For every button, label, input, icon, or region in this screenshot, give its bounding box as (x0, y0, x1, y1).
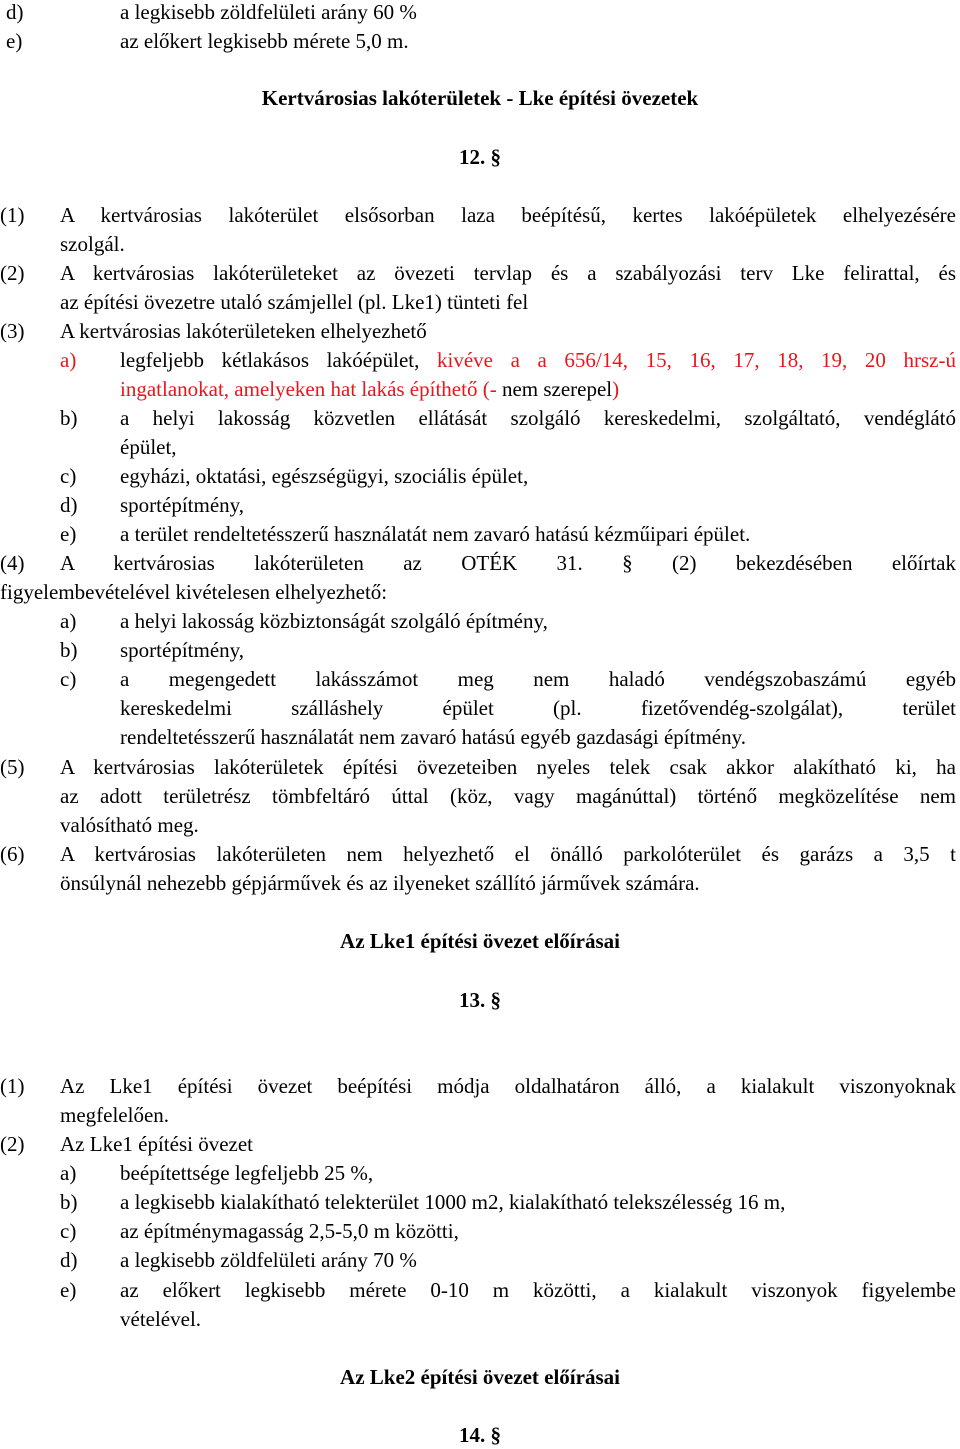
paragraph-number: 13. § (459, 988, 501, 1012)
list-marker: e) (60, 522, 77, 546)
list-marker: c) (60, 667, 77, 691)
highlighted-text: ) (612, 377, 620, 401)
list-item-text: rendeltetésszerű használatát nem zavaró hatású egyéb gazdasági építmény. (120, 725, 747, 749)
list-marker: b) (60, 1190, 78, 1214)
list-item-text-black: legfeljebb kétlakásos lakóépület, (120, 348, 420, 372)
paragraph-number: 12. § (459, 145, 501, 169)
list-marker: b) (60, 406, 78, 430)
list-item-text: sportépítmény, (120, 493, 245, 517)
list-marker: d) (60, 493, 78, 517)
list-item-text: a legkisebb zöldfelületi arány 70 % (120, 1248, 417, 1272)
list-marker: d) (6, 0, 24, 24)
list-marker: d) (60, 1248, 78, 1272)
section-heading: Kertvárosias lakóterületek - Lke építési övezetek (261, 86, 699, 110)
paragraph-line: A kertvárosias lakóterületen nem helyezhető el önálló parkolóterület és garázs a 3,5 t (60, 842, 956, 866)
paragraph-line: megfelelően. (60, 1103, 170, 1127)
paragraph-line: Az Lke1 építési övezet beépítési módja oldalhatáron álló, a kialakult viszonyoknak (60, 1074, 956, 1098)
paragraph-marker: (2) (0, 1132, 25, 1156)
paragraph-line: A kertvárosias lakóterületeken elhelyezhető (60, 319, 427, 343)
list-item-text: az építménymagasság 2,5-5,0 m közötti, (120, 1219, 459, 1243)
list-marker: a) (60, 609, 77, 633)
paragraph-line: Az Lke1 építési övezet (60, 1132, 253, 1156)
paragraph-line: az építési övezetre utaló számjellel (pl. Lke1) tünteti fel (60, 290, 529, 314)
list-marker: c) (60, 464, 77, 488)
list-item-text: a legkisebb kialakítható telekterület 1000 m2, kialakítható telekszélesség 16 m, (120, 1190, 786, 1214)
paragraph-marker: (5) (0, 755, 25, 779)
list-item-text: az előkert legkisebb mérete 5,0 m. (120, 29, 409, 53)
paragraph-marker: (1) (0, 203, 25, 227)
highlighted-text: kivéve a a 656/14, 15, 16, 17, 18, 19, 20 hrsz-ú (419, 348, 956, 372)
list-item-text: az előkert legkisebb mérete 0-10 m közötti, a kialakult viszonyok figyelembe (120, 1278, 956, 1302)
paragraph-marker: (2) (0, 261, 25, 285)
list-item-text: épület, (120, 435, 177, 459)
list-marker: e) (60, 1278, 77, 1302)
paragraph-line: szolgál. (60, 232, 125, 256)
list-item-text (120, 377, 619, 401)
list-item-text: a terület rendeltetésszerű használatát nem zavaró hatású kézműipari épület. (120, 522, 751, 546)
section-heading: Az Lke2 építési övezet előírásai (340, 1365, 620, 1389)
list-marker: e) (6, 29, 23, 53)
list-item-text-black: nem szerepel (496, 377, 613, 401)
paragraph-line: valósítható meg. (60, 813, 199, 837)
list-item-text: vételével. (120, 1307, 202, 1331)
list-item-text: a helyi lakosság közvetlen ellátását szolgáló kereskedelmi, szolgáltató, vendéglátó (120, 406, 956, 430)
paragraph-marker: (3) (0, 319, 25, 343)
paragraph-line: önsúlynál nehezebb gépjárművek és az ilyeneket szállító járművek számára. (60, 871, 700, 895)
paragraph-line: A kertvárosias lakóterületek építési övezeteiben nyeles telek csak akkor alakítható ki, ha (60, 755, 956, 779)
paragraph-line: A kertvárosias lakóterületeket az övezeti tervlap és a szabályozási terv Lke felirattal, és (60, 261, 956, 285)
list-marker: b) (60, 638, 78, 662)
list-item-text: a helyi lakosság közbiztonságát szolgáló építmény, (120, 609, 548, 633)
highlighted-text: ingatlanokat, amelyeken hat lakás építhető (- (120, 377, 497, 401)
paragraph-line: az adott területrész tömbfeltáró úttal (köz, vagy magánúttal) történő megközelítése nem (60, 784, 956, 808)
paragraph-marker: (4) (0, 551, 25, 575)
paragraph-line: A kertvárosias lakóterület elsősorban laza beépítésű, kertes lakóépületek elhelyezésére (60, 203, 956, 227)
list-item-text (120, 348, 956, 372)
paragraph-marker: (6) (0, 842, 25, 866)
paragraph-line: figyelembevételével kivételesen elhelyezhető: (0, 580, 388, 604)
list-marker: a) (60, 348, 77, 372)
list-item-text: sportépítmény, (120, 638, 245, 662)
list-item-text: a legkisebb zöldfelületi arány 60 % (120, 0, 417, 24)
list-marker: a) (60, 1161, 77, 1185)
list-marker: c) (60, 1219, 77, 1243)
paragraph-number: 14. § (459, 1423, 501, 1447)
list-item-text: a megengedett lakásszámot meg nem haladó vendégszobaszámú egyéb (120, 667, 956, 691)
paragraph-marker: (1) (0, 1074, 25, 1098)
list-item-text: beépítettsége legfeljebb 25 %, (120, 1161, 374, 1185)
section-heading: Az Lke1 építési övezet előírásai (340, 929, 620, 953)
list-item-text: kereskedelmi szálláshely épület (pl. fizetővendég-szolgálat), terület (120, 696, 956, 720)
paragraph-line: A kertvárosias lakóterületen az OTÉK 31. § (2) bekezdésében előírtak (60, 551, 956, 575)
list-item-text: egyházi, oktatási, egészségügyi, szociális épület, (120, 464, 529, 488)
